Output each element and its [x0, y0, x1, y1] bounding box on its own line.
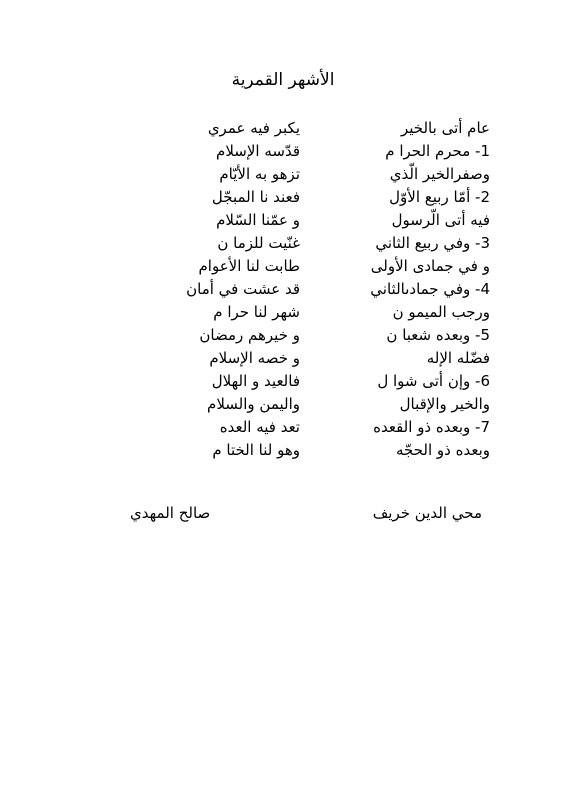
poem-title: الأشهر القمرية: [231, 70, 335, 90]
verse-first-hemistich: والخير والإقبال: [399, 395, 490, 413]
author-name-right: محي الدين خريف: [372, 504, 482, 522]
verse-first-hemistich: 2- أمّا ربيع الأوّل: [389, 188, 490, 206]
verse-line: [90, 278, 490, 301]
verse-first-hemistich: 3- وفي ربيع الثاني: [375, 234, 490, 252]
verse-line: [90, 117, 490, 140]
verse-second-hemistich: وهو لنا الختا م: [212, 441, 300, 459]
verse-line: [90, 140, 490, 163]
verse-second-hemistich: طابت لنا الأعوام: [198, 257, 300, 275]
verse-line: [90, 347, 490, 370]
verse-second-hemistich: تعد فيه العده: [219, 418, 300, 436]
verse-line: [90, 393, 490, 416]
verse-second-hemistich: قدّسه الإسلام: [216, 142, 300, 160]
verse-first-hemistich: وصفرالخير الّذي: [389, 165, 490, 183]
verse-line: [90, 186, 490, 209]
verse-second-hemistich: و خيرهم رمضان: [199, 326, 300, 344]
verse-line: [90, 209, 490, 232]
verse-line: [90, 301, 490, 324]
verse-second-hemistich: و خصه الإسلام: [209, 349, 300, 367]
verse-second-hemistich: و عمّنا السّلام: [216, 211, 300, 229]
verse-second-hemistich: قد عشت في أمان: [186, 280, 300, 298]
verse-second-hemistich: فعند نا المبجّل: [211, 188, 300, 206]
verse-first-hemistich: عام أتى بالخير: [401, 119, 490, 137]
verse-line: [90, 163, 490, 186]
verse-second-hemistich: غنّيت للزما ن: [217, 234, 300, 252]
verse-first-hemistich: 1- محرم الحرا م: [385, 142, 490, 160]
verse-second-hemistich: فالعيد و الهلال: [211, 372, 300, 390]
verse-first-hemistich: وبعده ذو الحجّه: [396, 441, 490, 459]
verse-first-hemistich: 6- وإن أتى شوا ل: [377, 372, 490, 390]
poem-verses: [90, 117, 490, 462]
verse-first-hemistich: 4- وفي جمادىالثاني: [370, 280, 490, 298]
verse-first-hemistich: ورجب الميمو ن: [392, 303, 490, 321]
verse-second-hemistich: تزهو به الأيّام: [219, 165, 300, 183]
author-signatures: [90, 501, 490, 525]
verse-line: [90, 232, 490, 255]
verse-second-hemistich: واليمن والسلام: [207, 395, 300, 413]
verse-first-hemistich: و في جمادى الأولى: [370, 257, 490, 275]
verse-line: [90, 324, 490, 347]
verse-first-hemistich: فيه أتى الّرسول: [391, 211, 490, 229]
verse-second-hemistich: يكبر فيه عمري: [207, 119, 300, 137]
verse-line: [90, 370, 490, 393]
verse-second-hemistich: شهر لنا حرا م: [213, 303, 300, 321]
verse-line: [90, 416, 490, 439]
verse-first-hemistich: 5- وبعده شعبا ن: [386, 326, 490, 344]
author-name-left: صالح المهدي: [130, 504, 211, 522]
verse-line: [90, 439, 490, 462]
verse-first-hemistich: 7- وبعده ذو القعده: [373, 418, 490, 436]
verse-line: [90, 255, 490, 278]
verse-first-hemistich: فضّله الإله: [426, 349, 490, 367]
